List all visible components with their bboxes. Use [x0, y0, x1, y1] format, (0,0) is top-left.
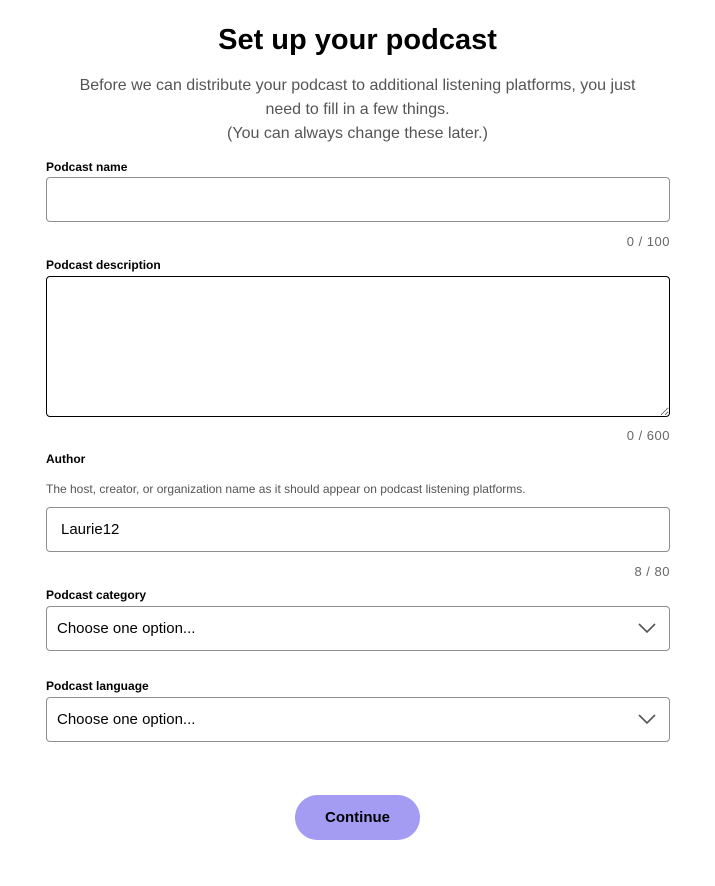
continue-button[interactable]: Continue	[295, 795, 420, 840]
author-helper-text: The host, creator, or organization name as it should appear on podcast listening platforms.	[46, 482, 526, 496]
chevron-down-icon	[637, 620, 657, 636]
podcast-name-counter: 0 / 100	[626, 234, 670, 249]
author-label: Author	[46, 452, 86, 466]
intro-line-2: need to fill in a few things.	[265, 101, 450, 118]
intro-line-3: (You can always change these later.)	[227, 125, 488, 142]
page-title: Set up your podcast	[218, 24, 497, 56]
podcast-description-textarea[interactable]	[46, 276, 670, 417]
podcast-category-label: Podcast category	[46, 588, 147, 602]
chevron-down-icon	[637, 711, 657, 727]
intro-text	[45, 74, 670, 146]
podcast-language-select[interactable]	[46, 697, 670, 742]
podcast-category-value: Choose one option...	[57, 620, 196, 637]
podcast-language-value: Choose one option...	[57, 711, 196, 728]
podcast-description-label: Podcast description	[46, 258, 161, 272]
podcast-category-select[interactable]	[46, 606, 670, 651]
podcast-name-label: Podcast name	[46, 160, 128, 174]
podcast-description-counter: 0 / 600	[626, 428, 670, 443]
intro-line-1: Before we can distribute your podcast to additional listening platforms, you just	[79, 77, 636, 94]
author-input[interactable]	[46, 507, 670, 552]
podcast-name-input[interactable]	[46, 177, 670, 222]
podcast-language-label: Podcast language	[46, 679, 149, 693]
author-counter: 8 / 80	[634, 564, 670, 579]
